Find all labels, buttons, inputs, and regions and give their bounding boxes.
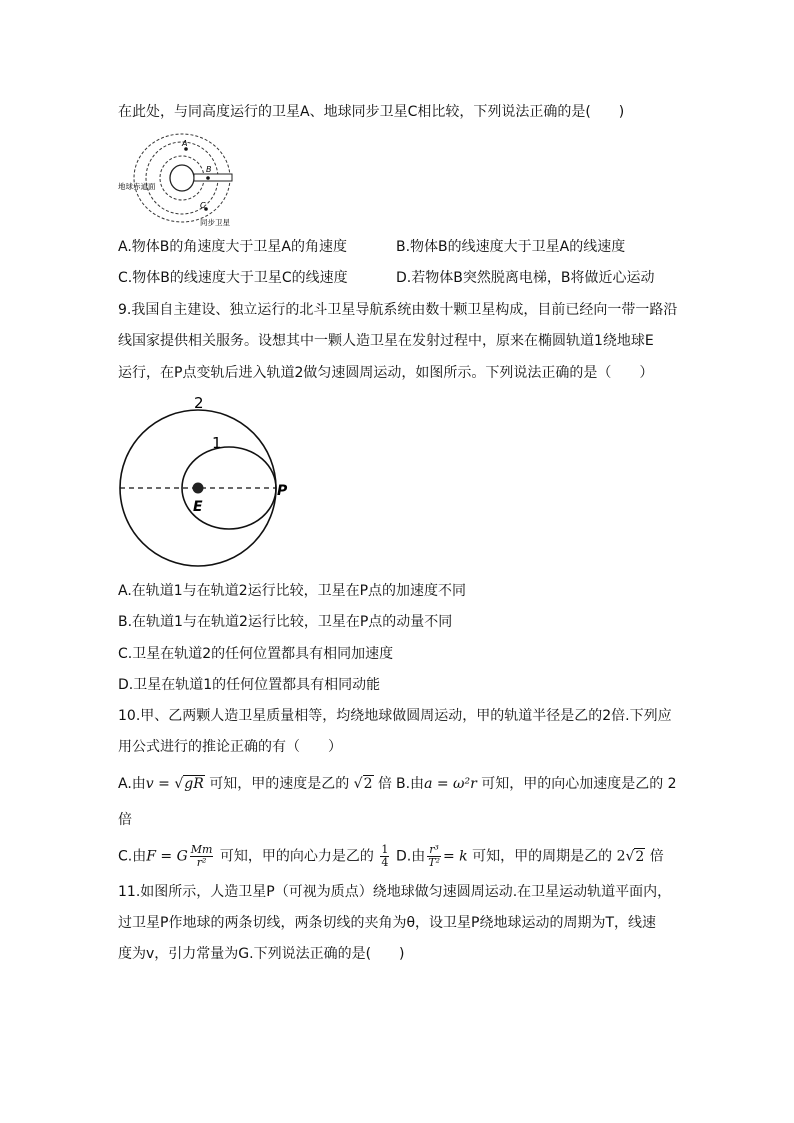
q10-stem-line-1: 10.甲、乙两颗人造卫星质量相等，均绕地球做圆周运动，甲的轨道半径是乙的2倍.下列应 (118, 708, 672, 724)
q9-option-a: A.在轨道1与在轨道2运行比较，卫星在P点的加速度不同 (118, 583, 467, 599)
q9-stem-line-1: 9.我国自主建设、独立运行的北斗卫星导航系统由数十颗卫星构成，目前已经向一带一路沿 (118, 302, 678, 318)
q10-option-b (396, 773, 677, 795)
label-orbit-1: 1 (212, 434, 222, 452)
q10-option-a (118, 773, 392, 795)
q11-stem-line-3: 度为v，引力常量为G.下列说法正确的是( ) (118, 946, 405, 962)
label-e: E (193, 499, 203, 515)
q8-option-a: A.物体B的角速度大于卫星A的角速度 (118, 239, 347, 255)
q10-c-ratio: $\frac{1}{4}$ (381, 843, 389, 869)
label-orbit-2: 2 (194, 394, 204, 412)
q8-option-d: D.若物体B突然脱离电梯，B将做近心运动 (396, 270, 655, 286)
q10-b-text: 可知，甲的向心加速度是乙的 2 (481, 776, 677, 792)
label-a: A (182, 139, 188, 148)
q9-stem-line-3: 运行，在P点变轨后进入轨道2做匀速圆周运动，如图所示。下列说法正确的是（ ） (118, 365, 654, 381)
q10-d-suffix: 倍 (649, 848, 664, 865)
q10-c-fraction: $\frac{Mm}{\text{r²}}$ (190, 843, 213, 869)
label-p: P (277, 483, 288, 499)
q10-a-prefix: A.由 (118, 776, 146, 792)
q11-stem-line-1: 11.如图所示，人造卫星P（可视为质点）绕地球做匀速圆周运动.在卫星运动轨道平面内， (118, 884, 672, 900)
q8-stem: 在此处，与同高度运行的卫星A、地球同步卫星C相比较，下列说法正确的是( ) (118, 104, 625, 120)
q8-diagram (116, 132, 256, 232)
earth-e (193, 483, 204, 494)
q9-option-d: D.卫星在轨道1的任何位置都具有相同动能 (118, 677, 381, 693)
q8-option-b: B.物体B的线速度大于卫星A的线速度 (396, 239, 626, 255)
q10-c-lhs: F = G (146, 848, 188, 865)
q10-d-rhs: = k (442, 848, 468, 865)
q10-option-c (118, 844, 391, 869)
q10-d-coef: 2 (616, 848, 626, 865)
label-equator: 地球赤道面 (118, 182, 156, 191)
label-sync: 同步卫星 (200, 218, 230, 227)
object-b-dot (206, 176, 210, 180)
q10-a-coef-sqrt: √2 (353, 776, 373, 792)
q10-option-d (396, 844, 664, 869)
label-b: B (206, 165, 212, 174)
q10-a-text: 可知，甲的速度是乙的 (209, 776, 350, 792)
q10-d-prefix: D.由 (396, 848, 426, 865)
q10-stem-line-2: 用公式进行的推论正确的有（ ） (118, 739, 342, 755)
q10-a-suffix: 倍 (377, 776, 392, 792)
q8-option-c: C.物体B的线速度大于卫星C的线速度 (118, 270, 348, 286)
q9-option-c: C.卫星在轨道2的任何位置都具有相同加速度 (118, 646, 394, 662)
q10-a-formula-lhs: v = (145, 776, 170, 792)
q10-b-prefix: B.由 (396, 776, 425, 792)
q10-c-prefix: C.由 (118, 848, 147, 865)
q10-d-sqrt: √2 (625, 848, 645, 865)
q9-option-b: B.在轨道1与在轨道2运行比较，卫星在P点的动量不同 (118, 614, 453, 630)
q9-stem-line-2: 线国家提供相关服务。设想其中一颗人造卫星在发射过程中，原来在椭圆轨道1绕地球E (118, 333, 654, 349)
label-c: C (200, 201, 206, 210)
q11-stem-line-2: 过卫星P作地球的两条切线，两条切线的夹角为θ，设卫星P绕地球运动的周期为T，线速 (118, 915, 656, 931)
q10-d-text: 可知，甲的周期是乙的 (472, 848, 613, 865)
q10-c-text: 可知，甲的向心力是乙的 (219, 848, 374, 865)
q10-b-wrap: 倍 (118, 812, 132, 828)
q10-b-formula: a = ω²r (424, 776, 477, 792)
q10-a-sqrt: √gR (174, 776, 204, 792)
q9-diagram (116, 392, 296, 570)
q10-d-fraction: $\frac{\text{r³}}{\text{T²}}$ (428, 843, 440, 869)
